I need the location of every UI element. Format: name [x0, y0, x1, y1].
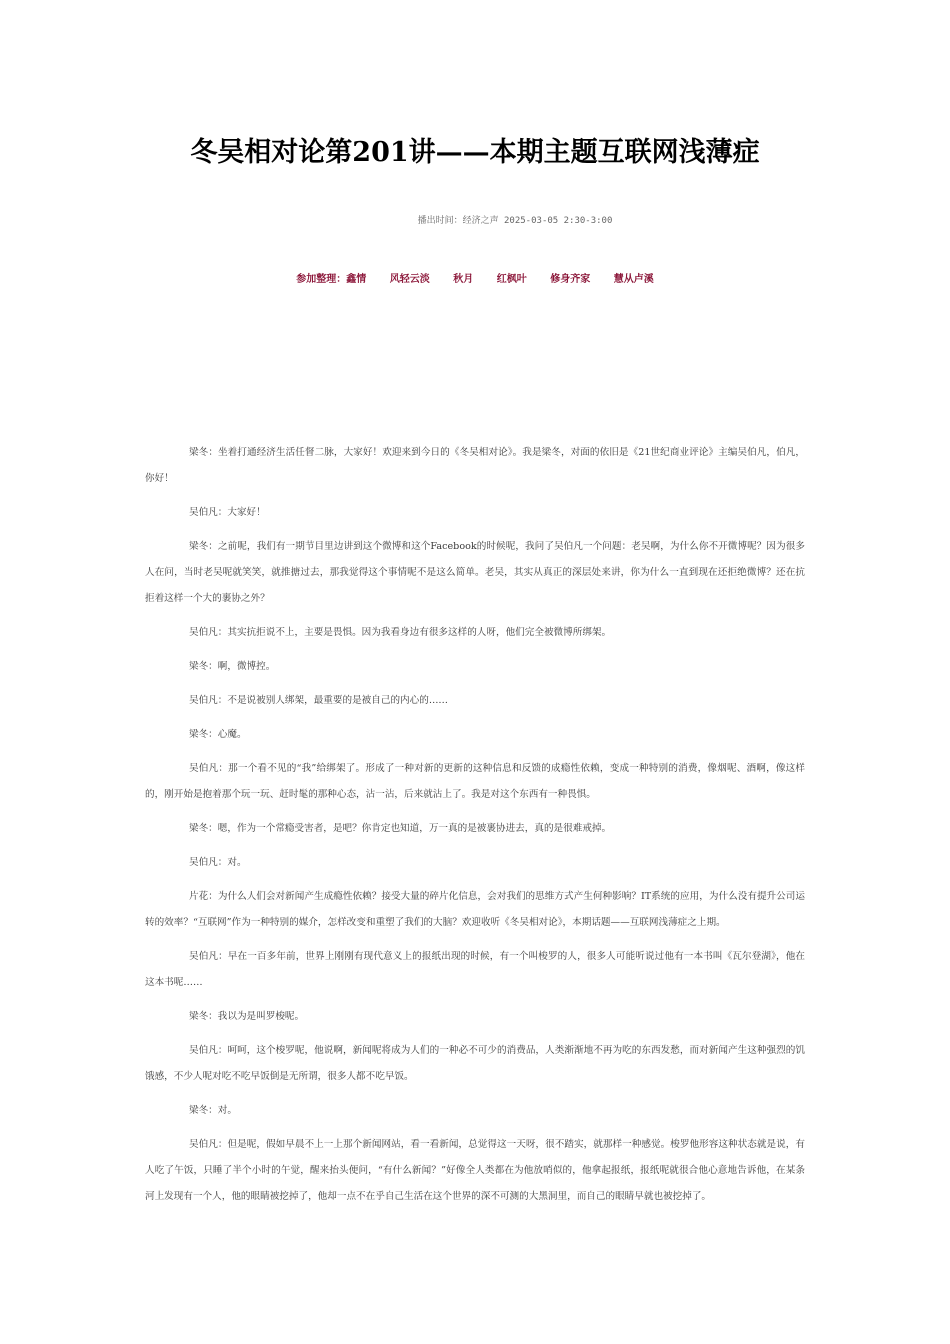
transcript-paragraph: 梁冬：之前呢，我们有一期节目里边讲到这个微博和这个Facebook的时候呢，我问了吴伯凡一个问题：老吴啊，为什么你不开微博呢？因为很多人在问，当时老吴呢就笑笑，就推搪过去，那我觉得这个事情呢不是这么简单。老吴，其实从真正的深层处来讲，你为什么一直到现在还拒绝微博？还在抗拒着这样一个大的裹协之外？	[145, 541, 805, 604]
transcript-paragraph: 片花：为什么人们会对新闻产生成瘾性依赖？接受大量的碎片化信息，会对我们的思维方式产生何种影响？IT系统的应用，为什么没有提升公司运转的效率？“互联网”作为一种特别的媒介，怎样改变和重塑了我们的大脑？欢迎收听《冬吴相对论》，本期话题——互联网浅薄症之上期。	[145, 891, 805, 928]
contributors-label: 参加整理：鑫情	[296, 274, 367, 285]
transcript-paragraph: 梁冬：啊，微博控。	[189, 661, 276, 672]
broadcast-info: 播出时间：经济之声 2025-03-05 2:30-3:00	[417, 216, 613, 226]
transcript-paragraph: 吴伯凡：呵呵，这个梭罗呢，他说啊，新闻呢将成为人们的一种必不可少的消费品，人类渐渐地不再为吃的东西发愁，而对新闻产生这种强烈的饥饿感，不少人呢对吃不吃早饭倒是无所谓，很多人都不吃早饭。	[145, 1045, 805, 1082]
transcript-body	[145, 440, 805, 1218]
contributor-name: 修身齐家	[550, 274, 591, 285]
transcript-paragraph: 梁冬：心魔。	[189, 729, 247, 740]
transcript-paragraph: 梁冬：我以为是叫罗梭呢。	[189, 1011, 305, 1022]
transcript-paragraph: 梁冬：坐着打通经济生活任督二脉，大家好！欢迎来到今日的《冬吴相对论》。我是梁冬，对面的依旧是《21世纪商业评论》主编吴伯凡，伯凡，你好！	[145, 447, 805, 484]
transcript-paragraph: 梁冬：嗯，作为一个常瘾受害者，是吧？你肯定也知道，万一真的是被裹协进去，真的是很难戒掉。	[189, 823, 612, 834]
contributor-name: 风轻云淡	[389, 274, 430, 285]
transcript-paragraph: 吴伯凡：大家好！	[189, 507, 266, 518]
transcript-paragraph: 梁冬：对。	[189, 1105, 237, 1116]
contributor-name: 红枫叶	[496, 274, 527, 285]
contributors-line	[0, 270, 950, 285]
transcript-paragraph: 吴伯凡：那一个看不见的“我”给绑架了。形成了一种对新的更新的这种信息和反馈的成瘾性依赖，变成一种特别的消费，像烟呢、酒啊，像这样的，刚开始是抱着那个玩一玩、赶时髦的那种心态，沾一沾，后来就沾上了。我是对这个东西有一种畏惧。	[145, 763, 805, 800]
contributor-name: 慧从卢溪	[613, 274, 654, 285]
transcript-paragraph: 吴伯凡：早在一百多年前，世界上刚刚有现代意义上的报纸出现的时候，有一个叫梭罗的人，很多人可能听说过他有一本书叫《瓦尔登湖》，他在这本书呢……	[145, 951, 805, 988]
transcript-paragraph: 吴伯凡：不是说被别人绑架，最重要的是被自己的内心的……	[189, 695, 449, 706]
transcript-paragraph: 吴伯凡：其实抗拒说不上，主要是畏惧。因为我看身边有很多这样的人呀，他们完全被微博所绑架。	[189, 627, 612, 638]
transcript-paragraph: 吴伯凡：但是呢，假如早晨不上一上那个新闻网站，看一看新闻，总觉得这一天呀，很不踏实，就那样一种感觉。梭罗他形容这种状态就是说，有人吃了午饭，只睡了半个小时的午觉，醒来抬头便问，“有什么新闻？”好像全人类都在为他放哨似的，他拿起报纸，报纸呢就很合他心意地告诉他，在某条河上发现有一个人，他的眼睛被挖掉了，他却一点不在乎自己生活在这个世界的深不可测的大黑洞里，而自己的眼睛早就也被挖掉了。	[145, 1139, 805, 1202]
transcript-paragraph: 吴伯凡：对。	[189, 857, 247, 868]
document-title: 冬吴相对论第201讲——本期主题互联网浅薄症	[190, 137, 760, 168]
contributor-name: 秋月	[453, 274, 474, 285]
